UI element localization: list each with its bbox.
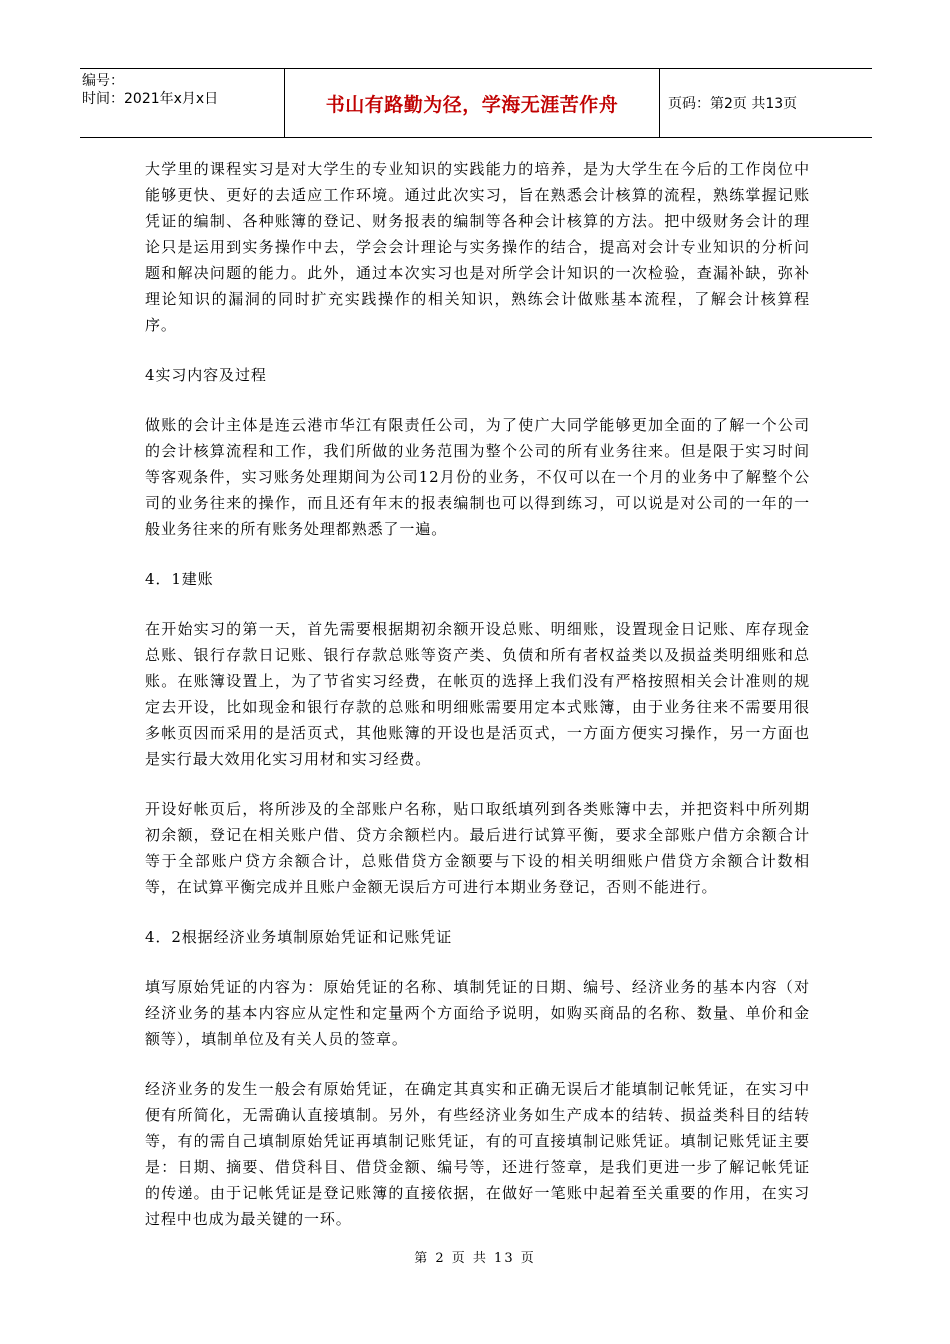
page-footer: 第 2 页 共 13 页 (414, 1251, 536, 1266)
section-heading-4-1: 4．1建账 (145, 570, 214, 588)
header-meta (80, 69, 285, 137)
page-header (80, 68, 872, 138)
header-motto: 书山有路勤为径，学海无涯苦作舟 (285, 69, 660, 137)
document-body (145, 156, 810, 1232)
paragraph-bookkeeping-voucher: 经济业务的发生一般会有原始凭证，在确定其真实和正确无误后才能填制记帐凭证，在实习中便有所简化，无需确认直接填制。另外，有些经济业务如生产成本的结转、损益类科目的结转等，有的需自己填制原始凭证再填制记账凭证，有的可直接填制记账凭证。填制记账凭证主要是：日期、摘要、借贷科目、借贷金额、编号等，还进行签章，是我们更进一步了解记帐凭证的传递。由于记帐凭证是登记账簿的直接依据，在做好一笔账中起着至关重要的作用，在实习过程中也成为最关键的一环。 (145, 1080, 810, 1228)
document-date: 时间：2021年x月x日 (82, 91, 219, 107)
paragraph-open-accounts: 在开始实习的第一天，首先需要根据期初余额开设总账、明细账，设置现金日记账、库存现金总账、银行存款日记账、银行存款总账等资产类、负债和所有者权益类以及损益类明细账和总账。在账簿设置上，为了节省实习经费，在帐页的选择上我们没有严格按照相关会计准则的规定去开设，比如现金和银行存款的总账和明细账需要用定本式账簿，由于业务往来不需要用很多帐页因而采用的是活页式，其他账簿的开设也是活页式，一方面方便实习操作，另一方面也是实行最大效用化实习用材和实习经费。 (145, 620, 810, 768)
section-heading-4-2: 4．2根据经济业务填制原始凭证和记账凭证 (145, 928, 453, 946)
header-page-number: 页码：第2页 共13页 (668, 96, 798, 112)
paragraph-original-voucher: 填写原始凭证的内容为：原始凭证的名称、填制凭证的日期、编号、经济业务的基本内容（对经济业务的基本内容应从定性和定量两个方面给予说明，如购买商品的名称、数量、单价和金额等），填制单位及有关人员的签章。 (145, 978, 810, 1048)
section-heading-4: 4实习内容及过程 (145, 366, 267, 384)
document-number: 编号： (82, 73, 124, 89)
paragraph-accounting-entity: 做账的会计主体是连云港市华江有限责任公司，为了使广大同学能够更加全面的了解一个公司的会计核算流程和工作，我们所做的业务范围为整个公司的所有业务往来。但是限于实习时间等客观条件，实习账务处理期间为公司12月份的业务，不仅可以在一个月的业务中了解整个公司的业务往来的操作，而且还有年末的报表编制也可以得到练习，可以说是对公司的一年的一般业务往来的所有账务处理都熟悉了一遍。 (145, 416, 810, 538)
paragraph-intro: 大学里的课程实习是对大学生的专业知识的实践能力的培养，是为大学生在今后的工作岗位中能够更快、更好的去适应工作环境。通过此次实习，旨在熟悉会计核算的流程，熟练掌握记账凭证的编制、各种账簿的登记、财务报表的编制等各种会计核算的方法。把中级财务会计的理论只是运用到实务操作中去，学会会计理论与实务操作的结合，提高对会计专业知识的分析问题和解决问题的能力。此外，通过本次实习也是对所学会计知识的一次检验，查漏补缺，弥补理论知识的漏洞的同时扩充实践操作的相关知识，熟练会计做账基本流程，了解会计核算程序。 (145, 160, 810, 334)
paragraph-trial-balance: 开设好帐页后，将所涉及的全部账户名称，贴口取纸填列到各类账簿中去，并把资料中所列期初余额，登记在相关账户借、贷方余额栏内。最后进行试算平衡，要求全部账户借方余额合计等于全部账户贷方余额合计，总账借贷方金额要与下设的相关明细账户借贷方余额合计数相等，在试算平衡完成并且账户金额无误后方可进行本期业务登记，否则不能进行。 (145, 800, 810, 896)
